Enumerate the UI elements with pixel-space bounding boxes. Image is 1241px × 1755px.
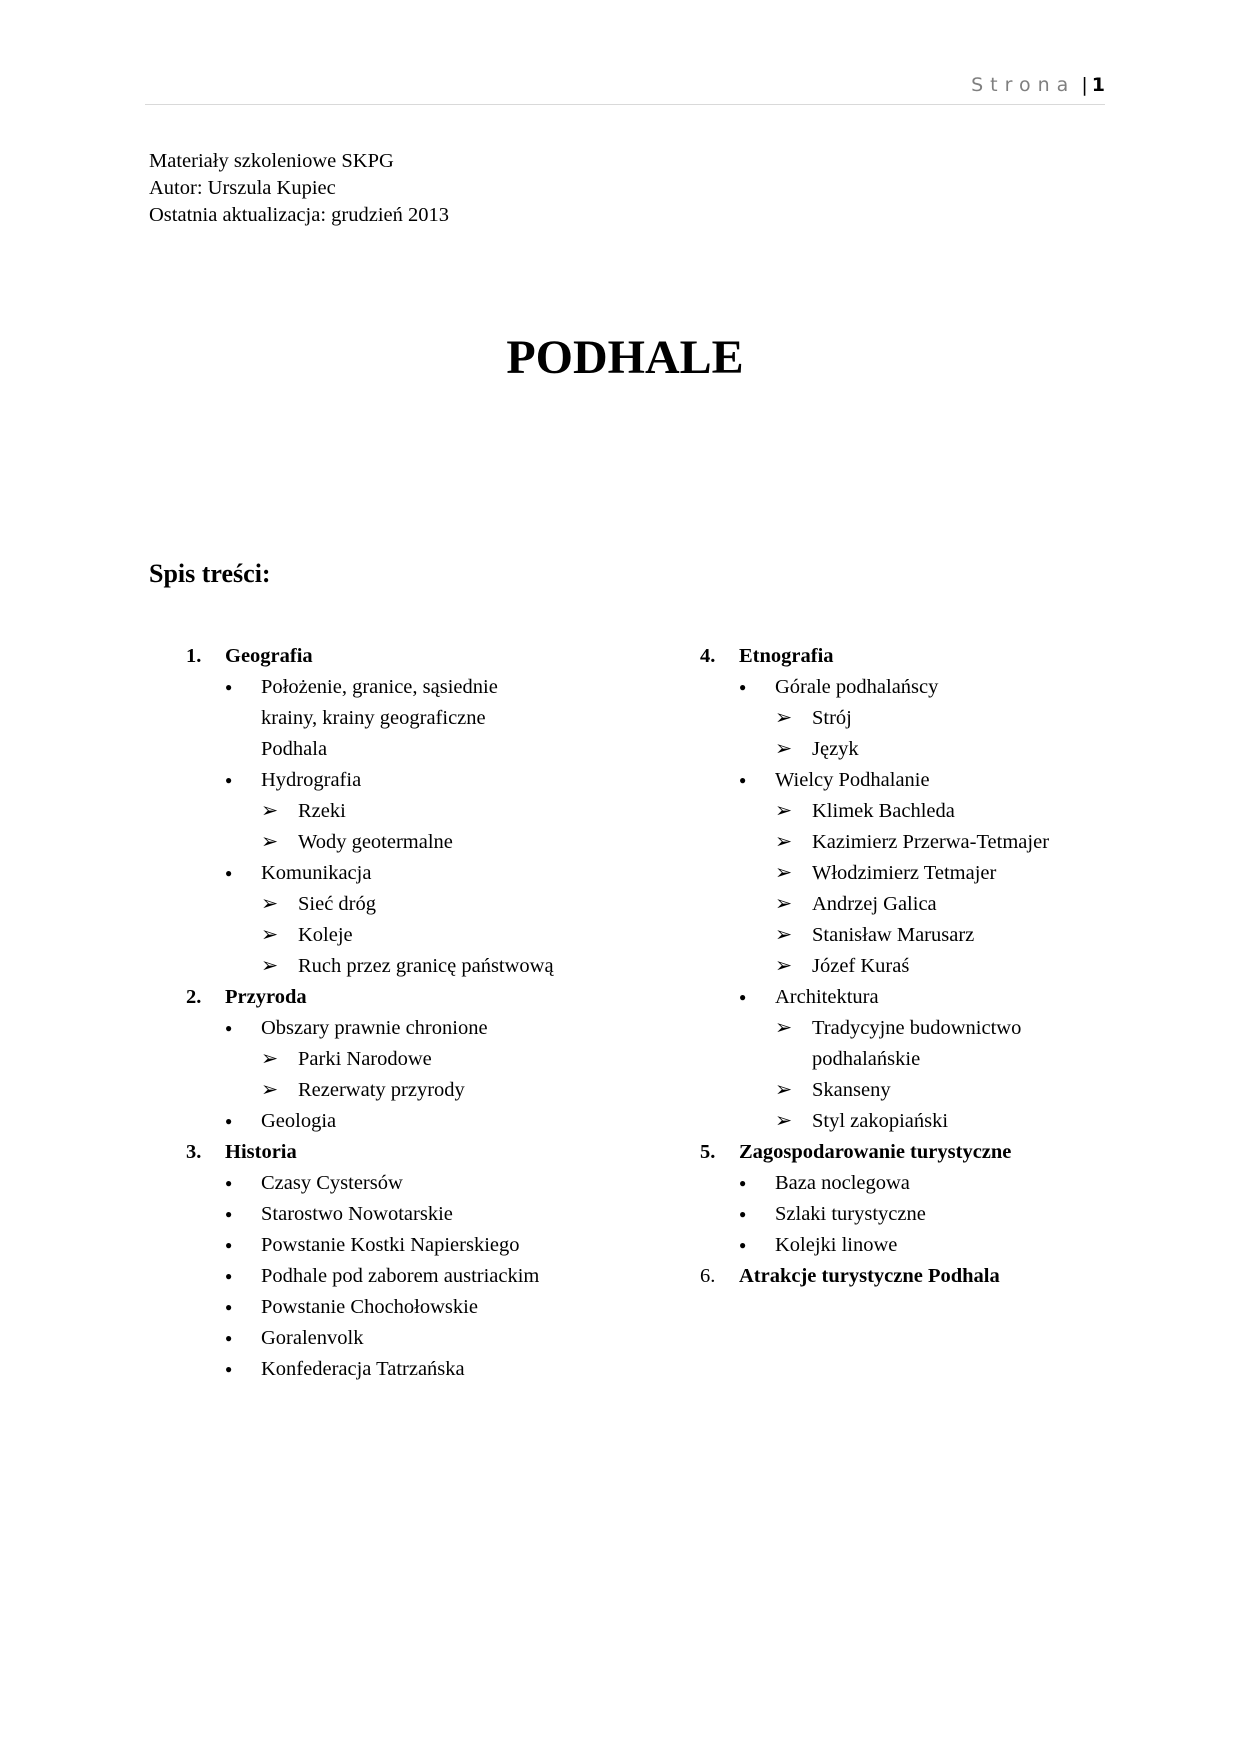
list-number: 1. bbox=[186, 645, 202, 667]
toc-item-label: Geografia bbox=[225, 645, 313, 667]
bullet-icon: ● bbox=[225, 1114, 233, 1128]
arrow-bullet-icon: ➢ bbox=[261, 831, 279, 853]
arrow-bullet-icon: ➢ bbox=[775, 893, 793, 915]
list-number: 3. bbox=[186, 1141, 202, 1163]
toc-item-label: Koleje bbox=[298, 924, 353, 946]
toc-item-label: Komunikacja bbox=[261, 862, 372, 884]
toc-heading: Spis treści: bbox=[149, 559, 271, 588]
toc-item-label: Historia bbox=[225, 1141, 297, 1163]
bullet-icon: ● bbox=[225, 1300, 233, 1314]
arrow-bullet-icon: ➢ bbox=[261, 893, 279, 915]
toc-item-label: Rezerwaty przyrody bbox=[298, 1079, 465, 1101]
toc-item-label: Konfederacja Tatrzańska bbox=[261, 1358, 465, 1380]
toc-item-label: Sieć dróg bbox=[298, 893, 376, 915]
bullet-icon: ● bbox=[225, 1238, 233, 1252]
bullet-icon: ● bbox=[225, 866, 233, 880]
bullet-icon: ● bbox=[739, 1207, 747, 1221]
header-rule bbox=[145, 104, 1105, 105]
meta-line: Ostatnia aktualizacja: grudzień 2013 bbox=[149, 204, 449, 226]
toc-item-label: Strój bbox=[812, 707, 852, 729]
toc-item-label: Hydrografia bbox=[261, 769, 362, 791]
arrow-bullet-icon: ➢ bbox=[261, 1079, 279, 1101]
bullet-icon: ● bbox=[225, 1021, 233, 1035]
toc-item-label: Styl zakopiański bbox=[812, 1110, 949, 1132]
toc-item-label: Skanseny bbox=[812, 1079, 891, 1101]
arrow-bullet-icon: ➢ bbox=[775, 1079, 793, 1101]
toc-item-label: Goralenvolk bbox=[261, 1327, 364, 1349]
arrow-bullet-icon: ➢ bbox=[775, 1017, 793, 1039]
bullet-icon: ● bbox=[739, 773, 747, 787]
toc-item-label: Stanisław Marusarz bbox=[812, 924, 975, 946]
meta-line: Materiały szkoleniowe SKPG bbox=[149, 150, 394, 172]
page-number: 1 bbox=[1091, 74, 1105, 96]
toc-item-label: Andrzej Galica bbox=[812, 893, 937, 915]
toc-item-label: Zagospodarowanie turystyczne bbox=[739, 1141, 1012, 1163]
toc-item-label: Parki Narodowe bbox=[298, 1048, 432, 1070]
bullet-icon: ● bbox=[225, 1269, 233, 1283]
meta-line: Autor: Urszula Kupiec bbox=[149, 177, 336, 199]
bullet-icon: ● bbox=[739, 680, 747, 694]
toc-item-label: Klimek Bachleda bbox=[812, 800, 955, 822]
arrow-bullet-icon: ➢ bbox=[261, 1048, 279, 1070]
toc-item-label: Ruch przez granicę państwową bbox=[298, 955, 554, 977]
page-label: Strona bbox=[971, 74, 1076, 96]
list-number: 6. bbox=[700, 1265, 716, 1287]
arrow-bullet-icon: ➢ bbox=[261, 800, 279, 822]
toc-item-label: Szlaki turystyczne bbox=[775, 1203, 926, 1225]
arrow-bullet-icon: ➢ bbox=[775, 738, 793, 760]
toc-item-label: Wody geotermalne bbox=[298, 831, 453, 853]
toc-item-label: Powstanie Chochołowskie bbox=[261, 1296, 478, 1318]
toc-item-label: Język bbox=[812, 738, 859, 760]
toc-item-label: Podhala bbox=[261, 738, 328, 760]
toc-item-label: Kolejki linowe bbox=[775, 1234, 898, 1256]
list-number: 5. bbox=[700, 1141, 716, 1163]
toc-item-label: Obszary prawnie chronione bbox=[261, 1017, 488, 1039]
toc-item-label: Etnografia bbox=[739, 645, 834, 667]
toc-item-label: Architektura bbox=[775, 986, 879, 1008]
toc-item-label: Górale podhalańscy bbox=[775, 676, 939, 698]
list-number: 4. bbox=[700, 645, 716, 667]
bullet-icon: ● bbox=[225, 680, 233, 694]
bullet-icon: ● bbox=[225, 1331, 233, 1345]
list-number: 2. bbox=[186, 986, 202, 1008]
arrow-bullet-icon: ➢ bbox=[261, 924, 279, 946]
bullet-icon: ● bbox=[225, 773, 233, 787]
arrow-bullet-icon: ➢ bbox=[775, 924, 793, 946]
toc-item-label: podhalańskie bbox=[812, 1048, 921, 1070]
toc-item-label: Powstanie Kostki Napierskiego bbox=[261, 1234, 520, 1256]
toc-item-label: Czasy Cystersów bbox=[261, 1172, 403, 1194]
bullet-icon: ● bbox=[225, 1207, 233, 1221]
bullet-icon: ● bbox=[225, 1362, 233, 1376]
toc-item-label: Położenie, granice, sąsiednie bbox=[261, 676, 498, 698]
toc-item-label: Przyroda bbox=[225, 986, 307, 1008]
toc-item-label: Baza noclegowa bbox=[775, 1172, 910, 1194]
page-header bbox=[971, 74, 1105, 96]
toc-item-label: Geologia bbox=[261, 1110, 337, 1132]
toc-item-label: krainy, krainy geograficzne bbox=[261, 707, 486, 729]
toc-item-label: Wielcy Podhalanie bbox=[775, 769, 930, 791]
document-title: PODHALE bbox=[506, 331, 744, 384]
toc-item-label: Atrakcje turystyczne Podhala bbox=[739, 1265, 1000, 1287]
bullet-icon: ● bbox=[739, 990, 747, 1004]
bullet-icon: ● bbox=[739, 1176, 747, 1190]
toc-item-label: Rzeki bbox=[298, 800, 346, 822]
arrow-bullet-icon: ➢ bbox=[775, 1110, 793, 1132]
bullet-icon: ● bbox=[225, 1176, 233, 1190]
separator: | bbox=[1081, 74, 1088, 96]
arrow-bullet-icon: ➢ bbox=[775, 800, 793, 822]
arrow-bullet-icon: ➢ bbox=[775, 955, 793, 977]
arrow-bullet-icon: ➢ bbox=[775, 862, 793, 884]
toc-item-label: Kazimierz Przerwa-Tetmajer bbox=[812, 831, 1050, 853]
toc-item-label: Józef Kuraś bbox=[812, 955, 910, 977]
toc-item-label: Starostwo Nowotarskie bbox=[261, 1203, 453, 1225]
arrow-bullet-icon: ➢ bbox=[775, 831, 793, 853]
bullet-icon: ● bbox=[739, 1238, 747, 1252]
document-meta bbox=[149, 148, 449, 229]
toc-item-label: Tradycyjne budownictwo bbox=[812, 1017, 1022, 1039]
toc-item-label: Podhale pod zaborem austriackim bbox=[261, 1265, 540, 1287]
arrow-bullet-icon: ➢ bbox=[261, 955, 279, 977]
arrow-bullet-icon: ➢ bbox=[775, 707, 793, 729]
toc-item-label: Włodzimierz Tetmajer bbox=[812, 862, 997, 884]
